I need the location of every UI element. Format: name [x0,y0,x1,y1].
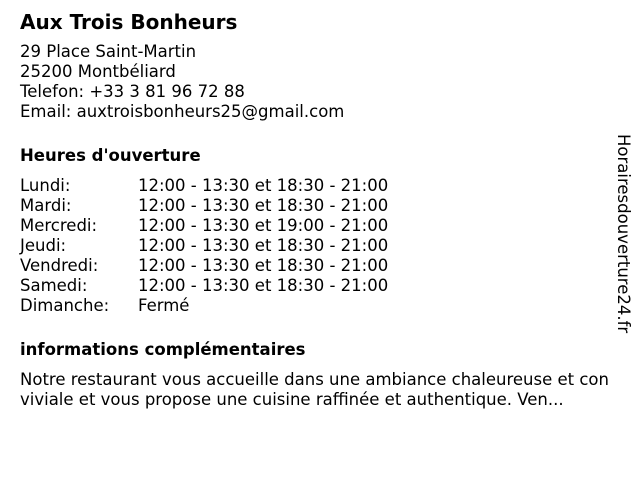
hours-day: Mercredi: [20,216,98,235]
hours-time: 12:00 - 13:30 et 19:00 - 21:00 [138,216,389,235]
hours-row-friday [20,256,620,276]
hours-day: Samedi: [20,276,88,295]
address-city: 25200 Montbéliard [20,62,176,81]
hours-time: 12:00 - 13:30 et 18:30 - 21:00 [138,276,389,295]
hours-time: 12:00 - 13:30 et 18:30 - 21:00 [138,256,389,275]
hours-row-wednesday [20,216,620,236]
hours-time: 12:00 - 13:30 et 18:30 - 21:00 [138,236,389,255]
hours-time: Fermé [138,296,190,315]
phone-line: Telefon: +33 3 81 96 72 88 [20,82,245,101]
address-street: 29 Place Saint-Martin [20,42,197,61]
email-line: Email: auxtroisbonheurs25@gmail.com [20,102,345,121]
site-watermark: Horairesdouverture24.fr [614,134,633,334]
hours-row-sunday [20,296,620,316]
business-card [20,10,620,410]
hours-table [20,176,620,316]
hours-day: Jeudi: [20,236,67,255]
info-description: Notre restaurant vous accueille dans une ambiance chaleureuse et conviviale et vous propose une cuisine raffinée et authentique. Ven... [20,370,609,409]
hours-day: Dimanche: [20,296,110,315]
hours-row-thursday [20,236,620,256]
hours-day: Lundi: [20,176,71,195]
business-name: Aux Trois Bonheurs [20,10,238,34]
hours-heading: Heures d'ouverture [20,146,201,165]
hours-time: 12:00 - 13:30 et 18:30 - 21:00 [138,196,389,215]
info-heading: informations complémentaires [20,340,306,359]
hours-time: 12:00 - 13:30 et 18:30 - 21:00 [138,176,389,195]
hours-day: Vendredi: [20,256,99,275]
hours-row-saturday [20,276,620,296]
hours-day: Mardi: [20,196,72,215]
hours-row-monday [20,176,620,196]
hours-row-tuesday [20,196,620,216]
